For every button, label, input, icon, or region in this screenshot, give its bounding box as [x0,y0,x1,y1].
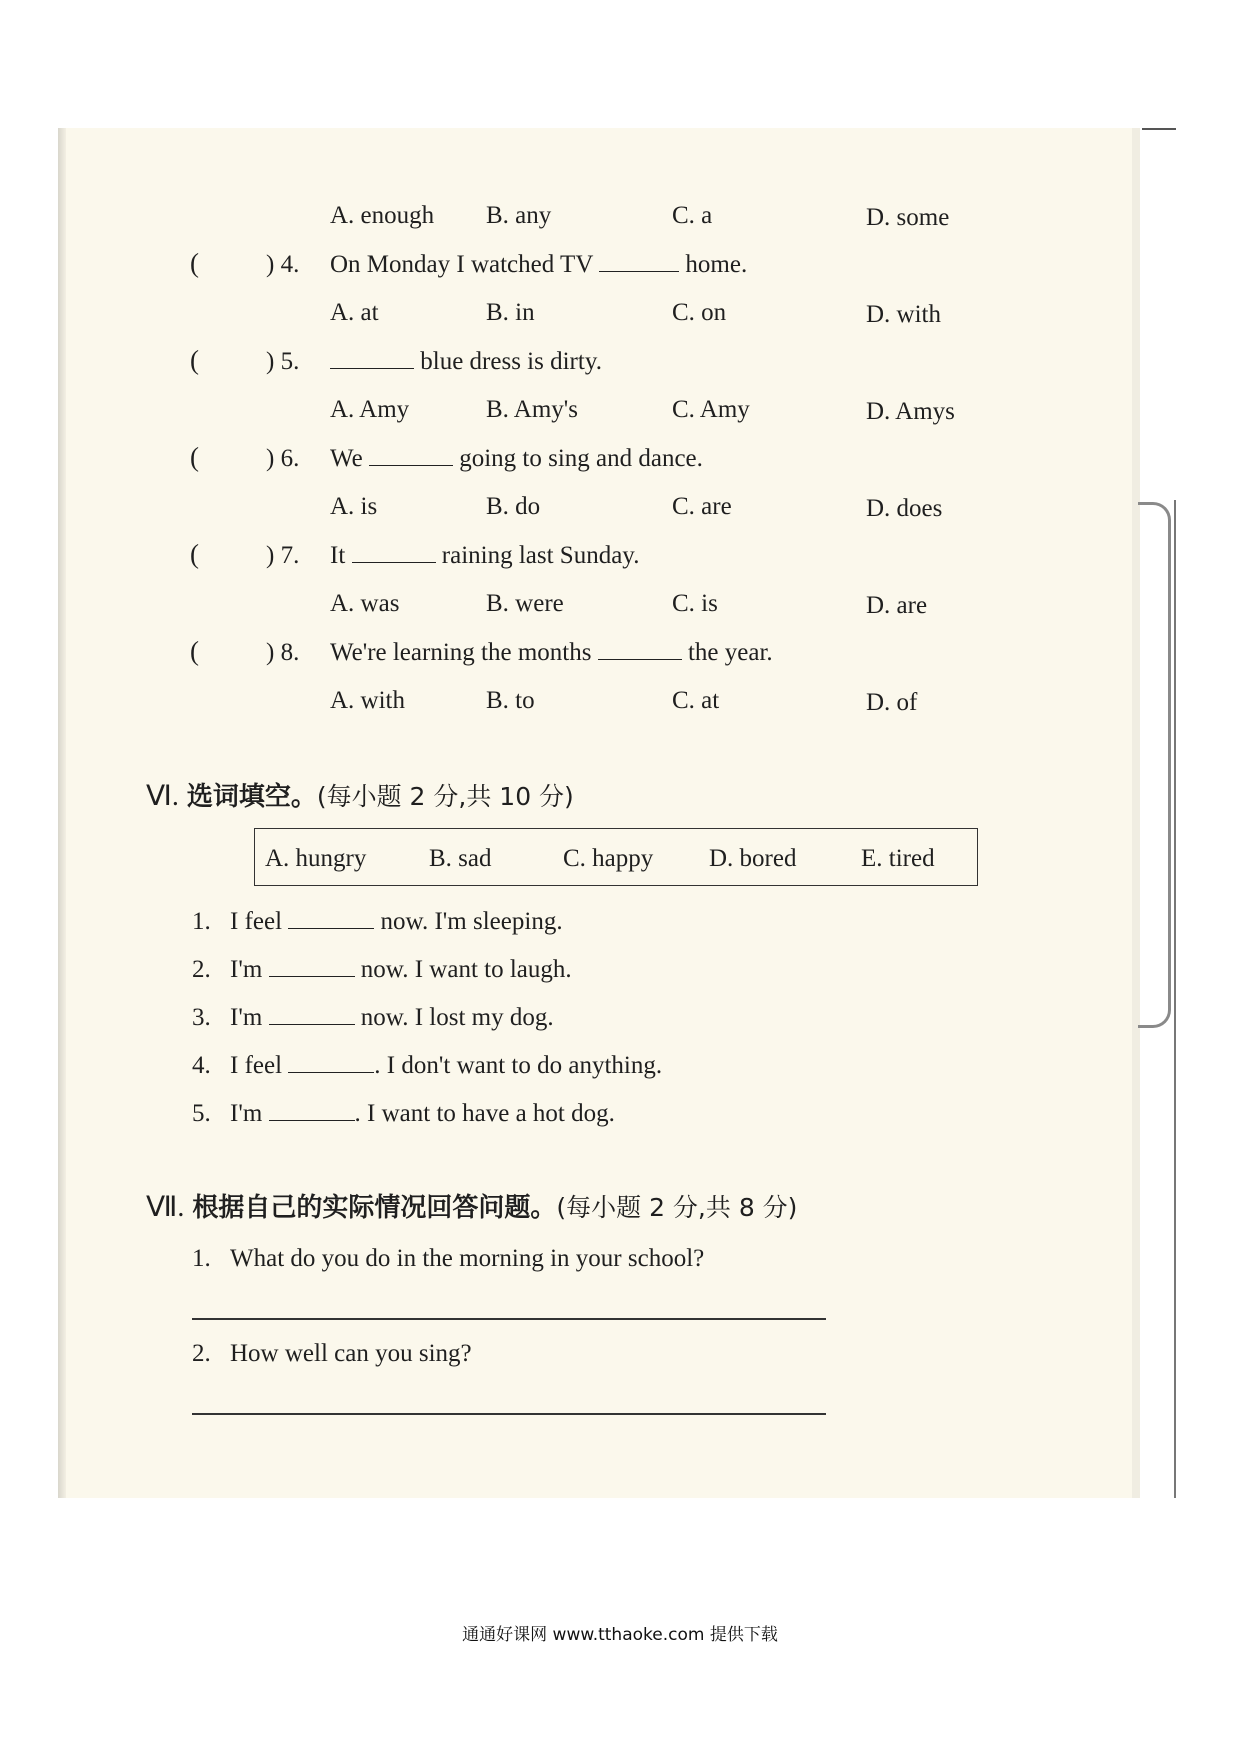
fill-blank[interactable] [269,958,355,977]
stem-after: home. [685,251,748,278]
option-d: D. does [866,495,943,522]
item-text [230,957,572,982]
fill-blank[interactable] [369,447,453,466]
option-c: C. on [672,299,727,326]
item-after: . I want to have a hot dog. [354,1100,615,1127]
question-stem [330,446,703,471]
fill-blank[interactable] [269,1006,355,1025]
item-before: I'm [230,956,263,983]
item-before: I'm [230,1100,263,1127]
option-a: A. Amy [330,396,410,423]
answer-paren: ( [190,345,199,375]
answer-paren: ( [190,248,199,278]
question-number: ) 4. [266,251,300,278]
option-c: C. are [672,493,732,520]
item-before: I feel [230,1052,283,1079]
question-number: ) 5. [266,348,300,375]
stem-before: We're learning the months [330,639,592,666]
word-bank-option-e: E. tired [861,845,935,872]
question-number: 2. [192,1340,211,1367]
q3-option-b: B. any [486,202,552,229]
item-text [230,909,563,934]
q3-option-d: D. some [866,204,950,231]
answer-line[interactable] [192,1318,826,1320]
item-text [230,1005,554,1030]
scanned-page [58,128,1140,1498]
item-number: 3. [192,1004,211,1031]
option-b: B. do [486,493,541,520]
stem-before: We [330,445,363,472]
question-stem [330,252,747,277]
option-c: C. at [672,687,720,714]
question-number: ) 8. [266,639,300,666]
item-number: 4. [192,1052,211,1079]
option-a: A. is [330,493,378,520]
fill-blank[interactable] [288,1054,374,1073]
q3-option-a: A. enough [330,202,435,229]
word-bank-option-a: A. hungry [265,845,367,872]
option-b: B. were [486,590,564,617]
word-bank-box [254,828,978,886]
scan-edge-mark-vertical [1174,500,1176,1498]
section-7-heading [146,1194,797,1222]
fill-blank[interactable] [330,350,414,369]
item-before: I feel [230,908,283,935]
q3-option-c: C. a [672,202,713,229]
item-number: 5. [192,1100,211,1127]
item-after: now. I want to laugh. [360,956,572,983]
stem-before: It [330,542,346,569]
binding-bracket [1138,502,1171,1028]
fill-blank[interactable] [288,910,374,929]
question-text: How well can you sing? [230,1340,472,1367]
answer-paren: ( [190,539,199,569]
fill-blank[interactable] [269,1102,355,1121]
stem-after: the year. [687,639,773,666]
section-points: (每小题 2 分,共 8 分) [556,1193,798,1222]
option-a: A. at [330,299,379,326]
option-d: D. of [866,689,918,716]
stem-after: raining last Sunday. [441,542,640,569]
answer-paren: ( [190,442,199,472]
question-number: 1. [192,1245,211,1272]
answer-paren: ( [190,636,199,666]
question-stem [330,543,639,568]
word-bank-option-c: C. happy [563,845,654,872]
question-text: What do you do in the morning in your school? [230,1245,705,1272]
section-numeral: Ⅶ. [146,1192,185,1223]
option-b: B. Amy's [486,396,579,423]
section-title: 选词填空。 [186,782,317,812]
question-number: ) 7. [266,542,300,569]
item-after: now. I lost my dog. [360,1004,554,1031]
option-b: B. to [486,687,535,714]
item-number: 1. [192,908,211,935]
option-d: D. with [866,301,941,328]
item-number: 2. [192,956,211,983]
option-a: A. with [330,687,405,714]
stem-after: blue dress is dirty. [420,348,602,375]
word-bank-option-b: B. sad [429,845,492,872]
question-stem [330,640,773,665]
word-bank-option-d: D. bored [709,845,797,872]
section-title: 根据自己的实际情况回答问题。 [192,1193,557,1223]
item-after: now. I'm sleeping. [380,908,563,935]
question-stem [330,349,602,374]
option-a: A. was [330,590,400,617]
fill-blank[interactable] [598,641,682,660]
option-d: D. are [866,592,928,619]
option-d: D. Amys [866,398,955,425]
stem-after: going to sing and dance. [459,445,703,472]
answer-line[interactable] [192,1413,826,1415]
section-numeral: Ⅵ. [146,781,179,812]
item-before: I'm [230,1004,263,1031]
item-text [230,1053,662,1078]
question-number: ) 6. [266,445,300,472]
option-b: B. in [486,299,535,326]
fill-blank[interactable] [599,253,679,272]
scan-shadow-left [58,128,66,1498]
stem-before: On Monday I watched TV [330,251,593,278]
option-c: C. Amy [672,396,750,423]
option-c: C. is [672,590,718,617]
section-points: (每小题 2 分,共 10 分) [316,782,574,811]
footer-watermark: 通通好课网 www.tthaoke.com 提供下载 [462,1625,778,1645]
fill-blank[interactable] [352,544,436,563]
section-6-heading [146,783,574,811]
scan-edge-mark [1142,128,1176,130]
item-text [230,1101,615,1126]
item-after: . I don't want to do anything. [374,1052,663,1079]
